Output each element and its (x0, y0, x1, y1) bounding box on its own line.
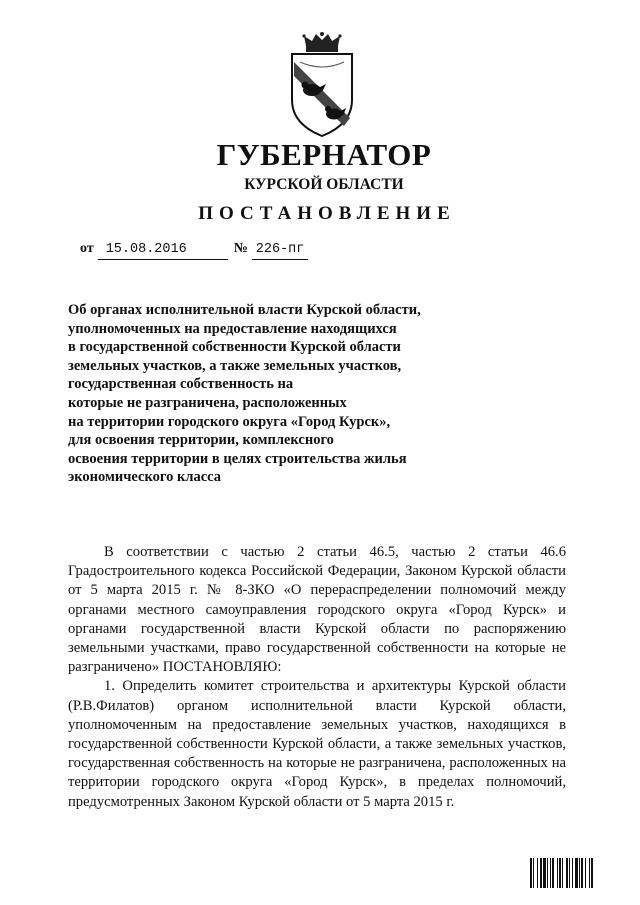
barcode-bar (559, 858, 561, 888)
barcode-bar (569, 858, 570, 888)
barcode-bar (579, 858, 580, 888)
subject-line: земельных участков, а также земельных участков, (68, 357, 402, 374)
subject-line: уполномоченных на предоставление находящихся (68, 320, 397, 337)
barcode-bar (552, 858, 554, 888)
barcode-bar (540, 858, 542, 888)
barcode-bar (562, 858, 563, 888)
barcode-bar (572, 858, 573, 888)
barcode-bar (530, 858, 532, 888)
barcode-bar (537, 858, 538, 888)
region-name: КУРСКОЙ ОБЛАСТИ (244, 176, 404, 193)
document-date: 15.08.2016 (98, 241, 228, 260)
barcode-bar (585, 858, 586, 888)
barcode-bar (581, 858, 583, 888)
document-number: 226-пг (252, 241, 308, 260)
subject-line: которые не разграничена, расположенных (68, 394, 347, 411)
document-body (68, 543, 566, 812)
barcode-bar (575, 858, 578, 888)
subject-line: экономического класса (68, 469, 222, 486)
document-subject (68, 301, 468, 487)
subject-line: Об органах исполнительной власти Курской области, (68, 302, 421, 318)
barcode-bar (547, 858, 548, 888)
barcode-bar (550, 858, 551, 888)
governor-title: ГУБЕРНАТОР (216, 137, 432, 172)
barcode-bar (589, 858, 590, 888)
barcode-bar (566, 858, 568, 888)
subject-line: в государственной собственности Курской области (68, 339, 401, 356)
date-prefix: от (80, 241, 94, 256)
subject-line: освоения территории в целях строительства жилья (68, 450, 407, 467)
barcode-bar (557, 858, 558, 888)
barcode-icon (530, 858, 615, 888)
document-type: ПОСТАНОВЛЕНИЕ (198, 203, 456, 224)
barcode-bar (543, 858, 546, 888)
subject-line: на территории городского округа «Город Курск», (68, 413, 391, 430)
number-label: № (233, 241, 248, 256)
clause-1-paragraph: 1. Определить комитет строительства и архитектуры Курской области (Р.В.Филатов) органом исполнительной власти Курской области, уполномоченным на предоставление земельных участков, находящихся в государственной собственности Курской области, а также земельных участков, государственная собственность на которые не разграничена, расположенных на территории городского округа «Город Курск», в пределах полномочий, предусмотренных Законом Курской области от 5 марта 2015 г. (68, 678, 566, 810)
dateline (80, 240, 308, 260)
barcode-bar (591, 858, 593, 888)
preamble-paragraph: В соответствии с частью 2 статьи 46.5, частью 2 статьи 46.6 Градостроительного кодекса Российской Федерации, Законом Курской области от 5 марта 2015 г. № 8-ЗКО «О перераспределении полномочий между органами местного самоуправления городского округа «Город Курск» и органами государственной власти Курской области по распоряжению земельными участками, право государственной собственности на которые не разграничено» ПОСТАНОВЛЯЮ: (68, 544, 566, 676)
coat-of-arms-icon (282, 32, 362, 138)
subject-line: государственная собственность на (68, 376, 294, 393)
subject-line: для освоения территории, комплексного (68, 432, 334, 449)
barcode-bar (533, 858, 534, 888)
